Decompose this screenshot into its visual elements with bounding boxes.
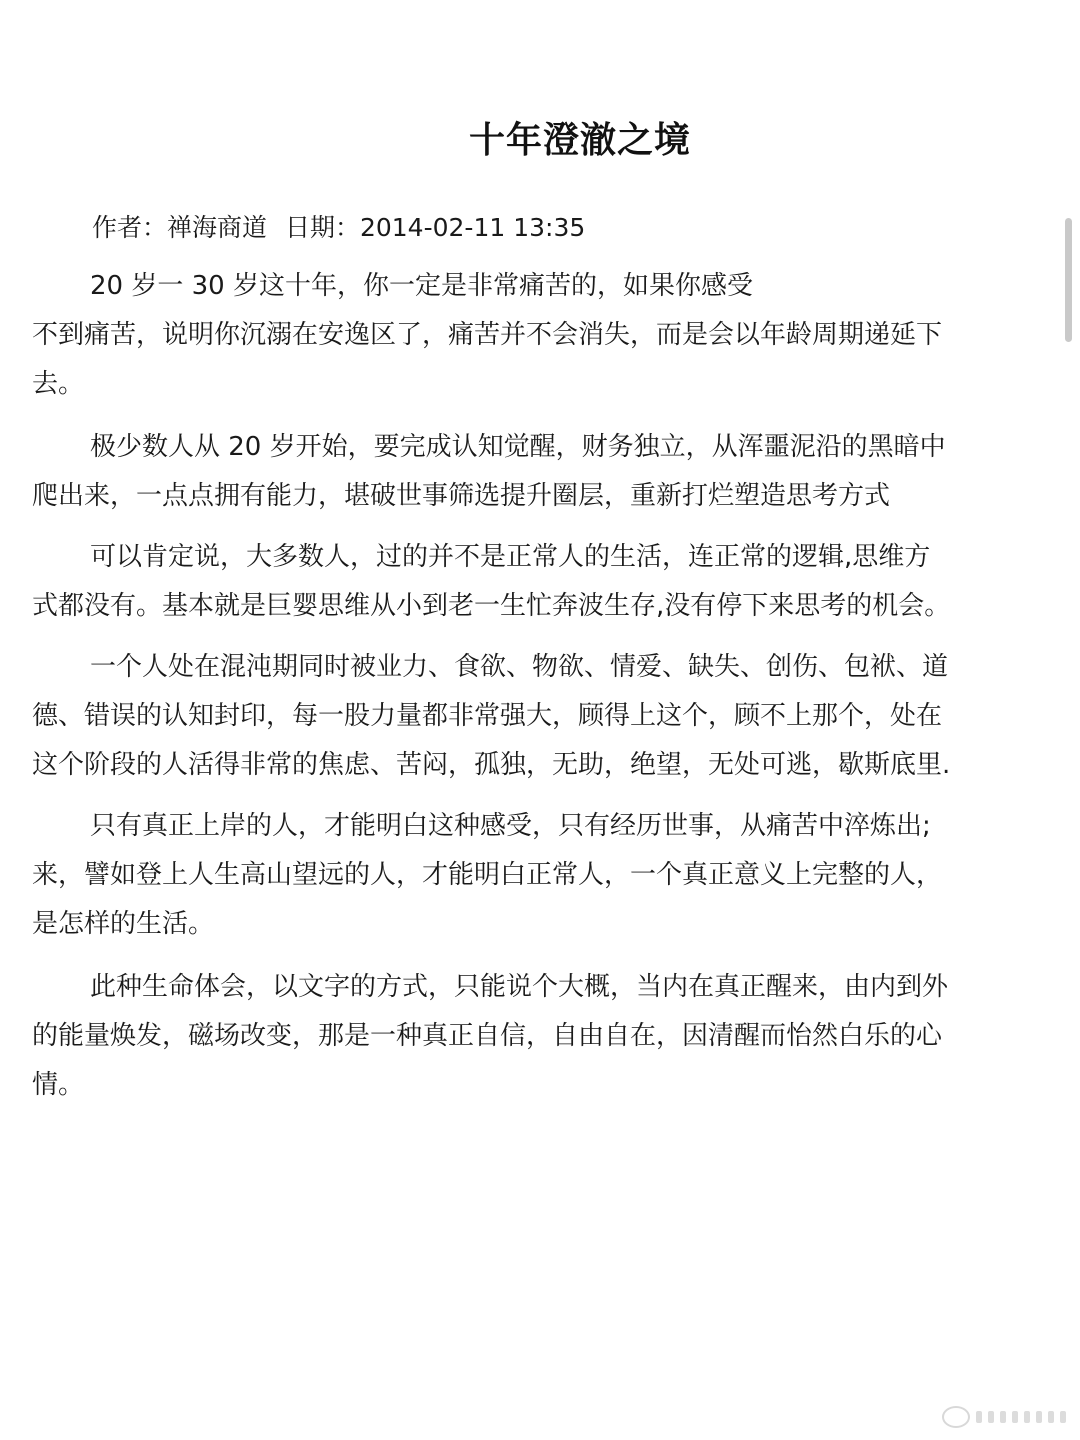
watermark-mark xyxy=(1036,1411,1042,1423)
text-line: 可以肯定说，大多数人，过的并不是正常人的生活，连正常的逻辑,思维方 xyxy=(90,542,931,572)
watermark-mark xyxy=(1048,1411,1054,1423)
text-line: 此种生命体会，以文字的方式，只能说个大概，当内在真正醒来，由内到外 xyxy=(90,972,949,1002)
watermark-mark xyxy=(976,1411,982,1423)
watermark-mark xyxy=(1024,1411,1030,1423)
text-line: 不到痛苦，说明你沉溺在安逸区了，痛苦并不会消失，而是会以年龄周期递延下 xyxy=(32,320,943,350)
document-title: 十年澄澈之境 xyxy=(468,119,691,161)
watermark-mark xyxy=(1012,1411,1018,1423)
text-line: 来，譬如登上人生高山望远的人，才能明白正常人，一个真正意义上完整的人， xyxy=(32,860,943,890)
text-line: 德、错误的认知封印，每一股力量都非常强大，顾得上这个，顾不上那个，处在 xyxy=(32,701,943,731)
author-text: 作者：禅海商道 xyxy=(92,213,268,242)
text-line: 是怎样的生活。 xyxy=(32,909,215,939)
document-meta xyxy=(92,208,595,244)
text-line: 的能量焕发，磁场改变，那是一种真正自信，自由自在，因清醒而怡然白乐的心 xyxy=(32,1021,943,1051)
weibo-logo-icon xyxy=(942,1406,970,1428)
watermark xyxy=(942,1406,1066,1428)
watermark-mark xyxy=(988,1411,994,1423)
document-body xyxy=(32,262,1056,1110)
text-line: 去。 xyxy=(32,369,85,399)
text-line: 这个阶段的人活得非常的焦虑、苦闷，孤独，无助，绝望，无处可逃，歇斯底里. xyxy=(32,750,951,780)
scrollbar-thumb[interactable] xyxy=(1065,218,1072,342)
text-line: 只有真正上岸的人，才能明白这种感受，只有经历世事，从痛苦中淬炼出; xyxy=(90,811,931,841)
watermark-mark xyxy=(1060,1411,1066,1423)
text-line: 一个人处在混沌期同时被业力、食欲、物欲、情爱、缺失、创伤、包袱、道 xyxy=(90,652,949,682)
date-text: 日期：2014-02-11 13:35 xyxy=(284,213,586,242)
text-line: 情。 xyxy=(32,1070,85,1100)
text-line: 20 岁一 30 岁这十年，你一定是非常痛苦的，如果你感受 xyxy=(90,271,753,301)
text-line: 式都没有。基本就是巨婴思维从小到老一生忙奔波生存,没有停下来思考的机会。 xyxy=(32,591,951,621)
text-line: 极少数人从 20 岁开始，要完成认知觉醒，财务独立，从浑噩泥沿的黑暗中 xyxy=(90,432,946,462)
text-line: 爬出来，一点点拥有能力，堪破世事筛选提升圈层，重新打烂塑造思考方式 xyxy=(32,481,891,511)
watermark-mark xyxy=(1000,1411,1006,1423)
